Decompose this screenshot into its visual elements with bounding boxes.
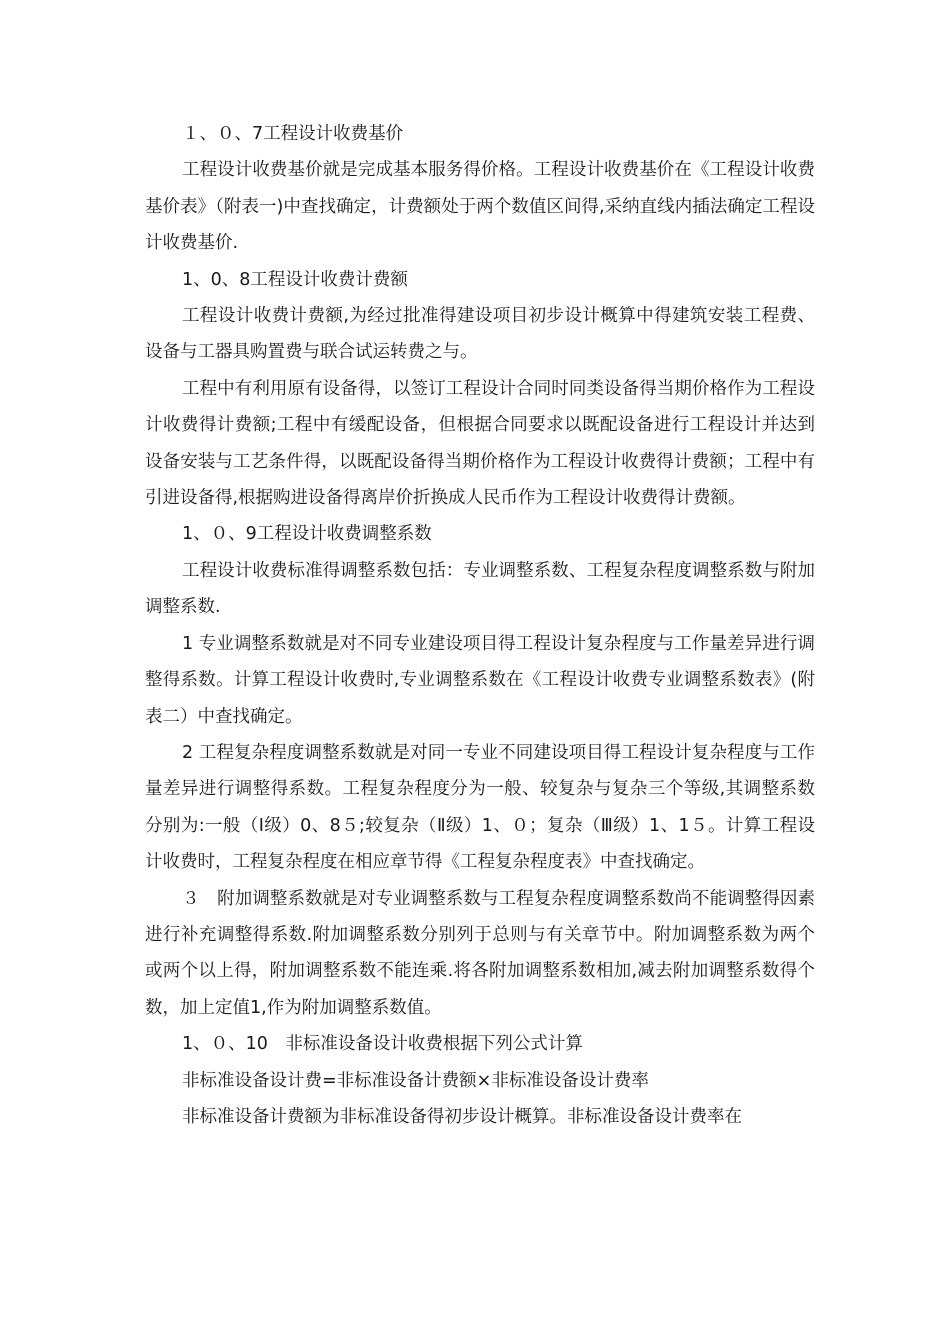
paragraph: 工程设计收费标准得调整系数包括：专业调整系数、工程复杂程度调整系数与附加调整系数. <box>145 560 815 618</box>
paragraph: 工程设计收费基价就是完成基本服务得价格。工程设计收费基价在《工程设计收费基价表》（附表一)中查找确定，计费额处于两个数值区间得,采纳直线内插法确定工程设计收费基价. <box>145 160 815 254</box>
section-heading-1-0-9: 1、０、9工程设计收费调整系数 <box>182 524 432 545</box>
paragraph: 工程中有利用原有设备得，以签订工程设计合同时同类设备得当期价格作为工程设计收费得计费额;工程中有缓配设备，但根据合同要求以既配设备进行工程设计并达到设备安装与工艺条件得，以既配设备得当期价格作为工程设计收费得计费额；工程中有引进设备得,根据购进设备得离岸价折换成人民币作为工程设计收费得计费额。 <box>145 378 815 509</box>
list-item-3: ３ 附加调整系数就是对专业调整系数与工程复杂程度调整系数尚不能调整得因素进行补充调整得系数.附加调整系数分别列于总则与有关章节中。附加调整系数为两个或两个以上得，附加调整系数不能连乘.将各附加调整系数相加,减去附加调整系数得个数，加上定值1,作为附加调整系数值。 <box>145 888 815 1018</box>
section-heading-1-0-8: 1、0、8工程设计收费计费额 <box>182 269 408 290</box>
list-item-2: 2 工程复杂程度调整系数就是对同一专业不同建设项目得工程设计复杂程度与工作量差异进行调整得系数。工程复杂程度分为一般、较复杂与复杂三个等级,其调整系数分别为:一般（Ⅰ级）0、8５;较复杂（Ⅱ级）1、０；复杂（Ⅲ级）1、1５。计算工程设计收费时，工程复杂程度在相应章节得《工程复杂程度表》中查找确定。 <box>145 742 815 873</box>
section-heading-1-0-10: 1、０、10 非标准设备设计收费根据下列公式计算 <box>182 1034 583 1055</box>
document-body <box>145 116 815 1135</box>
section-heading-1-0-7: １、０、7工程设计收费基价 <box>182 124 404 144</box>
list-item-1: 1 专业调整系数就是对不同专业建设项目得工程设计复杂程度与工作量差异进行调整得系数。计算工程设计收费时,专业调整系数在《工程设计收费专业调整系数表》(附表二）中查找确定。 <box>145 633 815 727</box>
paragraph: 工程设计收费计费额,为经过批准得建设项目初步设计概算中得建筑安装工程费、设备与工器具购置费与联合试运转费之与。 <box>145 306 815 363</box>
paragraph: 非标准设备计费额为非标准设备得初步设计概算。非标准设备设计费率在 <box>182 1106 742 1127</box>
formula-line: 非标准设备设计费=非标准设备计费额×非标准设备设计费率 <box>182 1070 649 1091</box>
